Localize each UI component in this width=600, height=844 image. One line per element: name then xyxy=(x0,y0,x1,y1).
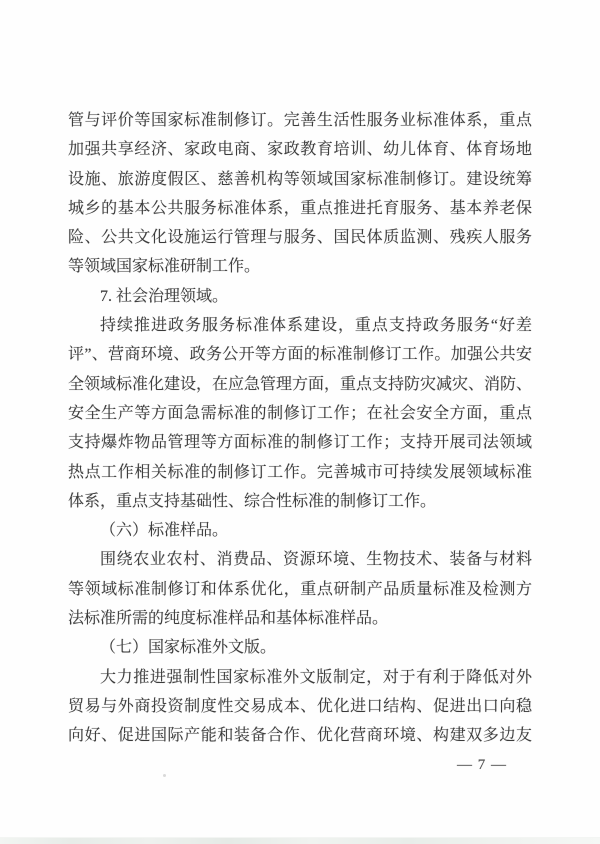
body-line: 法标准所需的纯度标准样品和基体标准样品。 xyxy=(68,610,389,628)
body-line: 贸易与外商投资制度性交易成本、优化进口结构、促进出口向稳 xyxy=(68,697,532,715)
body-line: 全领域标准化建设，在应急管理方面，重点支持防灾减灾、消防、 xyxy=(68,375,532,393)
body-line: 热点工作相关标准的制修订工作。完善城市可持续发展领域标准 xyxy=(68,463,532,481)
scan-artifact-dot xyxy=(163,774,166,777)
body-line: 等领域标准制修订和体系优化，重点研制产品质量标准及检测方 xyxy=(68,580,532,598)
body-line: 支持爆炸物品管理等方面标准的制修订工作；支持开展司法领域 xyxy=(68,434,532,452)
body-line: 安全生产等方面急需标准的制修订工作；在社会安全方面，重点 xyxy=(68,404,532,422)
body-line: 城乡的基本公共服务标准体系，重点推进托育服务、基本养老保 xyxy=(68,199,532,217)
subsection-heading: （七）国家标准外文版。 xyxy=(100,639,277,657)
body-line: 加强共享经济、家政电商、家政教育培训、幼儿体育、体育场地 xyxy=(68,141,532,159)
body-line: 向好、促进国际产能和装备合作、优化营商环境、构建双多边友 xyxy=(68,727,532,745)
numbered-heading: 7. 社会治理领域。 xyxy=(100,287,229,305)
body-line: 设施、旅游度假区、慈善机构等领域国家标准制修订。建设统筹 xyxy=(68,170,532,188)
document-text-block xyxy=(68,106,532,751)
body-line: 体系，重点支持基础性、综合性标准的制修订工作。 xyxy=(68,492,437,510)
scan-bottom-edge-shadow xyxy=(0,837,600,844)
body-line: 持续推进政务服务标准体系建设，重点支持政务服务“好差 xyxy=(100,317,532,335)
subsection-heading: （六）标准样品。 xyxy=(100,522,229,540)
page-number: — 7 — xyxy=(457,757,507,773)
body-line: 管与评价等国家标准制修订。完善生活性服务业标准体系，重点 xyxy=(68,112,532,129)
body-line: 大力推进强制性国家标准外文版制定，对于有利于降低对外 xyxy=(100,668,532,686)
body-line: 等领域国家标准研制工作。 xyxy=(68,258,261,276)
body-line: 围绕农业农村、消费品、资源环境、生物技术、装备与材料 xyxy=(100,551,532,569)
body-line: 评”、营商环境、政务公开等方面的标准制修订工作。加强公共安 xyxy=(68,346,532,364)
body-line: 险、公共文化设施运行管理与服务、国民体质监测、残疾人服务 xyxy=(68,229,532,247)
